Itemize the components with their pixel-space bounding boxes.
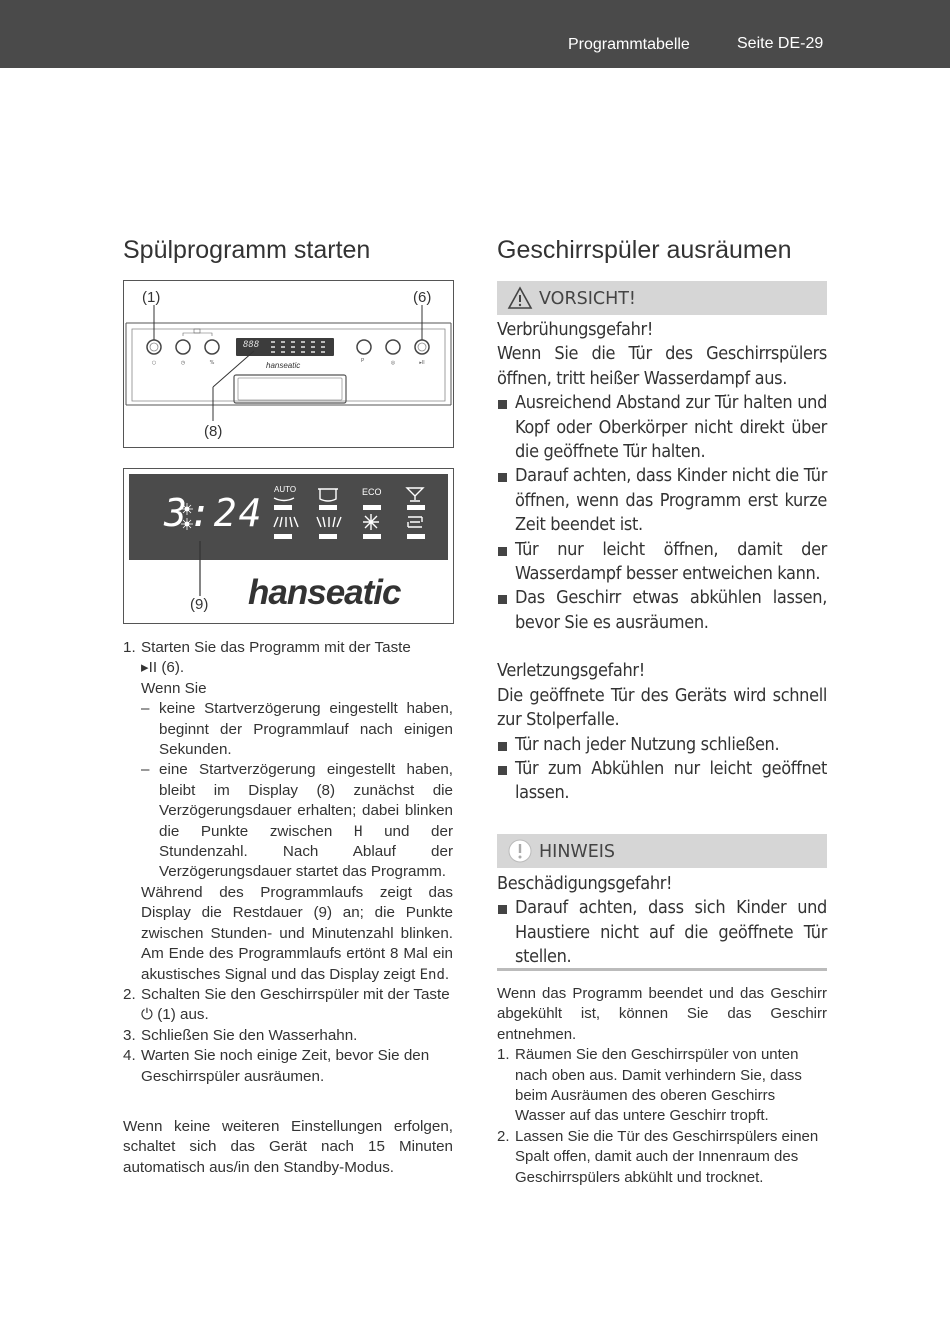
page-header — [0, 0, 950, 68]
step-2 — [123, 985, 453, 1026]
caution-banner — [497, 281, 827, 315]
eco-label: ECO — [362, 487, 382, 497]
sub-text: eine Startverzögerung eingestellt haben, bleibt im Display (8) zunächst die Verzögerungsdauer erhalten; dabei blinken die Punkte zwischen — [159, 761, 453, 840]
figure-label-1: (1) — [142, 289, 161, 306]
unload-intro: Wenn das Programm beendet und das Geschirr abgekühlt ist, können Sie das Geschirr entnehmen. — [497, 985, 827, 1043]
svg-text:◷: ◷ — [180, 360, 186, 366]
step-number: 4. — [123, 1047, 136, 1065]
figure-label-9: (9) — [190, 596, 209, 613]
start-program-steps — [123, 638, 453, 1178]
svg-text:%: % — [209, 360, 215, 366]
bullet-item — [497, 896, 827, 969]
figure-label-8: (8) — [204, 423, 223, 440]
punctuation: . — [444, 965, 450, 983]
step-text: Während des Programmlaufs zeigt das Display die Restdauer (9) an; die Punkte zwischen Stunden- und Minutenzahl blinken. Am Ende des Programmlaufs ertönt 8 Mal ein akustisches Signal und das Display zeigt — [141, 883, 453, 983]
bullet-item — [497, 538, 827, 587]
step-text: Räumen Sie den Geschirrspüler von unten nach oben aus. Damit verhindern Sie, dass beim Ausräumen des oberen Geschirrs Wasser auf das untere Geschirr tropft. — [515, 1046, 802, 1125]
page-number: Seite DE-29 — [737, 35, 824, 52]
bullet-item — [497, 733, 827, 757]
step-1 — [123, 638, 453, 985]
bullet-square-icon — [498, 742, 507, 751]
standby-note: Wenn keine weiteren Einstellungen erfolgen, schaltet sich das Gerät nach 15 Minuten automatisch aus/in den Standby-Modus. — [123, 1117, 453, 1176]
step-number: 2. — [497, 1127, 510, 1145]
caution-content — [497, 318, 827, 806]
bullet-item — [497, 757, 827, 806]
step-number: 1. — [497, 1046, 510, 1064]
note-label: HINWEIS — [539, 842, 616, 862]
panel-brand-logo: hanseatic — [266, 361, 301, 370]
panel-p-label: P — [361, 358, 365, 364]
section-title: Programmtabelle — [568, 36, 690, 53]
display-time: 3:24 — [164, 491, 264, 535]
injury-heading: Verletzungsgefahr! — [497, 660, 645, 682]
sub-item — [141, 699, 453, 760]
bullet-text: Darauf achten, dass sich Kinder und Haustiere nicht auf die geöffnete Tür stellen. — [515, 897, 827, 968]
bullet-square-icon — [498, 595, 507, 604]
step-text: Schließen Sie den Wasserhahn. — [141, 1026, 358, 1044]
unload-steps — [497, 984, 827, 1188]
bullet-item — [497, 464, 827, 537]
injury-text: Die geöffnete Tür des Geräts wird schnell zur Stolperfalle. — [497, 684, 827, 731]
scald-heading: Verbrühungsgefahr! — [497, 319, 653, 340]
control-panel-figure — [123, 280, 454, 448]
note-banner — [497, 834, 827, 868]
step-text: Schalten Sie den Geschirrspüler mit der Taste — [141, 985, 450, 1003]
svg-text:○: ○ — [151, 360, 157, 366]
unload-step-1 — [497, 1045, 827, 1127]
power-button-drawing — [147, 340, 161, 354]
svg-text:◎: ◎ — [390, 360, 396, 366]
bullet-text: Tür nur leicht öffnen, damit der Wasserdampf besser entweichen kann. — [515, 538, 827, 585]
bullet-text: Das Geschirr etwas abkühlen lassen, bevor Sie es ausräumen. — [515, 587, 827, 633]
start-pause-button-drawing — [415, 340, 429, 354]
start-pause-icon: ▸II — [141, 659, 158, 677]
step-number: 1. — [123, 639, 136, 656]
scald-text: Wenn Sie die Tür des Geschirrspülers öffnen, tritt heißer Wasserdampf aus. — [497, 343, 827, 389]
dash: – — [141, 761, 150, 779]
panel-display-digits: 888 — [243, 340, 260, 350]
step-3 — [123, 1026, 453, 1046]
display-brand-logo: hanseatic — [248, 573, 401, 612]
step-text: (6). — [161, 659, 185, 677]
left-heading: Spülprogramm starten — [123, 236, 371, 264]
bullet-square-icon — [498, 766, 507, 775]
sub-text: keine Startverzögerung eingestellt haben, beginnt der Programmlauf nach einigen Sekunden. — [159, 700, 453, 759]
sub-text: und der Stundenzahl. Nach Ablauf der Verzögerungsdauer startet das Programm. — [159, 822, 453, 881]
bullet-square-icon — [498, 473, 507, 482]
bullet-text: Tür zum Abkühlen nur leicht geöffnet lassen. — [515, 757, 827, 804]
exclamation-circle-icon — [507, 838, 533, 864]
display-figure — [123, 468, 454, 624]
step-text: Wenn Sie — [141, 679, 207, 697]
sub-item — [141, 760, 453, 882]
step-1-continuation — [141, 883, 453, 985]
bullet-item — [497, 586, 827, 635]
note-content — [497, 872, 827, 970]
step-text: Lassen Sie die Tür des Geschirrspülers einen Spalt offen, damit auch der Innenraum des Geschirrspülers abkühlt und trocknet. — [515, 1127, 819, 1186]
warning-triangle-icon — [507, 286, 533, 310]
step-4 — [123, 1046, 453, 1087]
damage-heading: Beschädigungsgefahr! — [497, 873, 673, 894]
figure-label-6: (6) — [413, 289, 432, 306]
bullet-text: Tür nach jeder Nutzung schließen. — [515, 733, 780, 755]
caution-label: VORSICHT! — [539, 289, 636, 309]
note-divider — [497, 968, 827, 971]
display-h-symbol: H — [353, 823, 363, 840]
dash: – — [141, 700, 150, 718]
power-icon: ⏻ — [141, 1006, 154, 1024]
svg-text:▸ll: ▸ll — [419, 360, 425, 366]
step-text: Starten Sie das Programm mit der Taste — [141, 639, 411, 656]
bullet-square-icon — [498, 905, 507, 914]
bullet-square-icon — [498, 547, 507, 556]
right-heading: Geschirrspüler ausräumen — [497, 236, 792, 264]
step-number: 2. — [123, 985, 136, 1003]
display-end-symbol: End — [419, 966, 445, 983]
unload-step-2 — [497, 1127, 827, 1188]
step-number: 3. — [123, 1026, 136, 1044]
bullet-square-icon — [498, 400, 507, 409]
step-text: (1) aus. — [157, 1006, 209, 1024]
bullet-text: Darauf achten, dass Kinder nicht die Tür öffnen, wenn das Programm erst kurze Zeit beendet ist. — [515, 465, 827, 536]
step-text: Warten Sie noch einige Zeit, bevor Sie den Geschirrspüler ausräumen. — [141, 1047, 430, 1085]
auto-label: AUTO — [274, 485, 297, 494]
bullet-text: Ausreichend Abstand zur Tür halten und Kopf oder Oberkörper nicht direkt über die geöffnete Tür halten. — [515, 392, 827, 463]
bullet-item — [497, 391, 827, 464]
